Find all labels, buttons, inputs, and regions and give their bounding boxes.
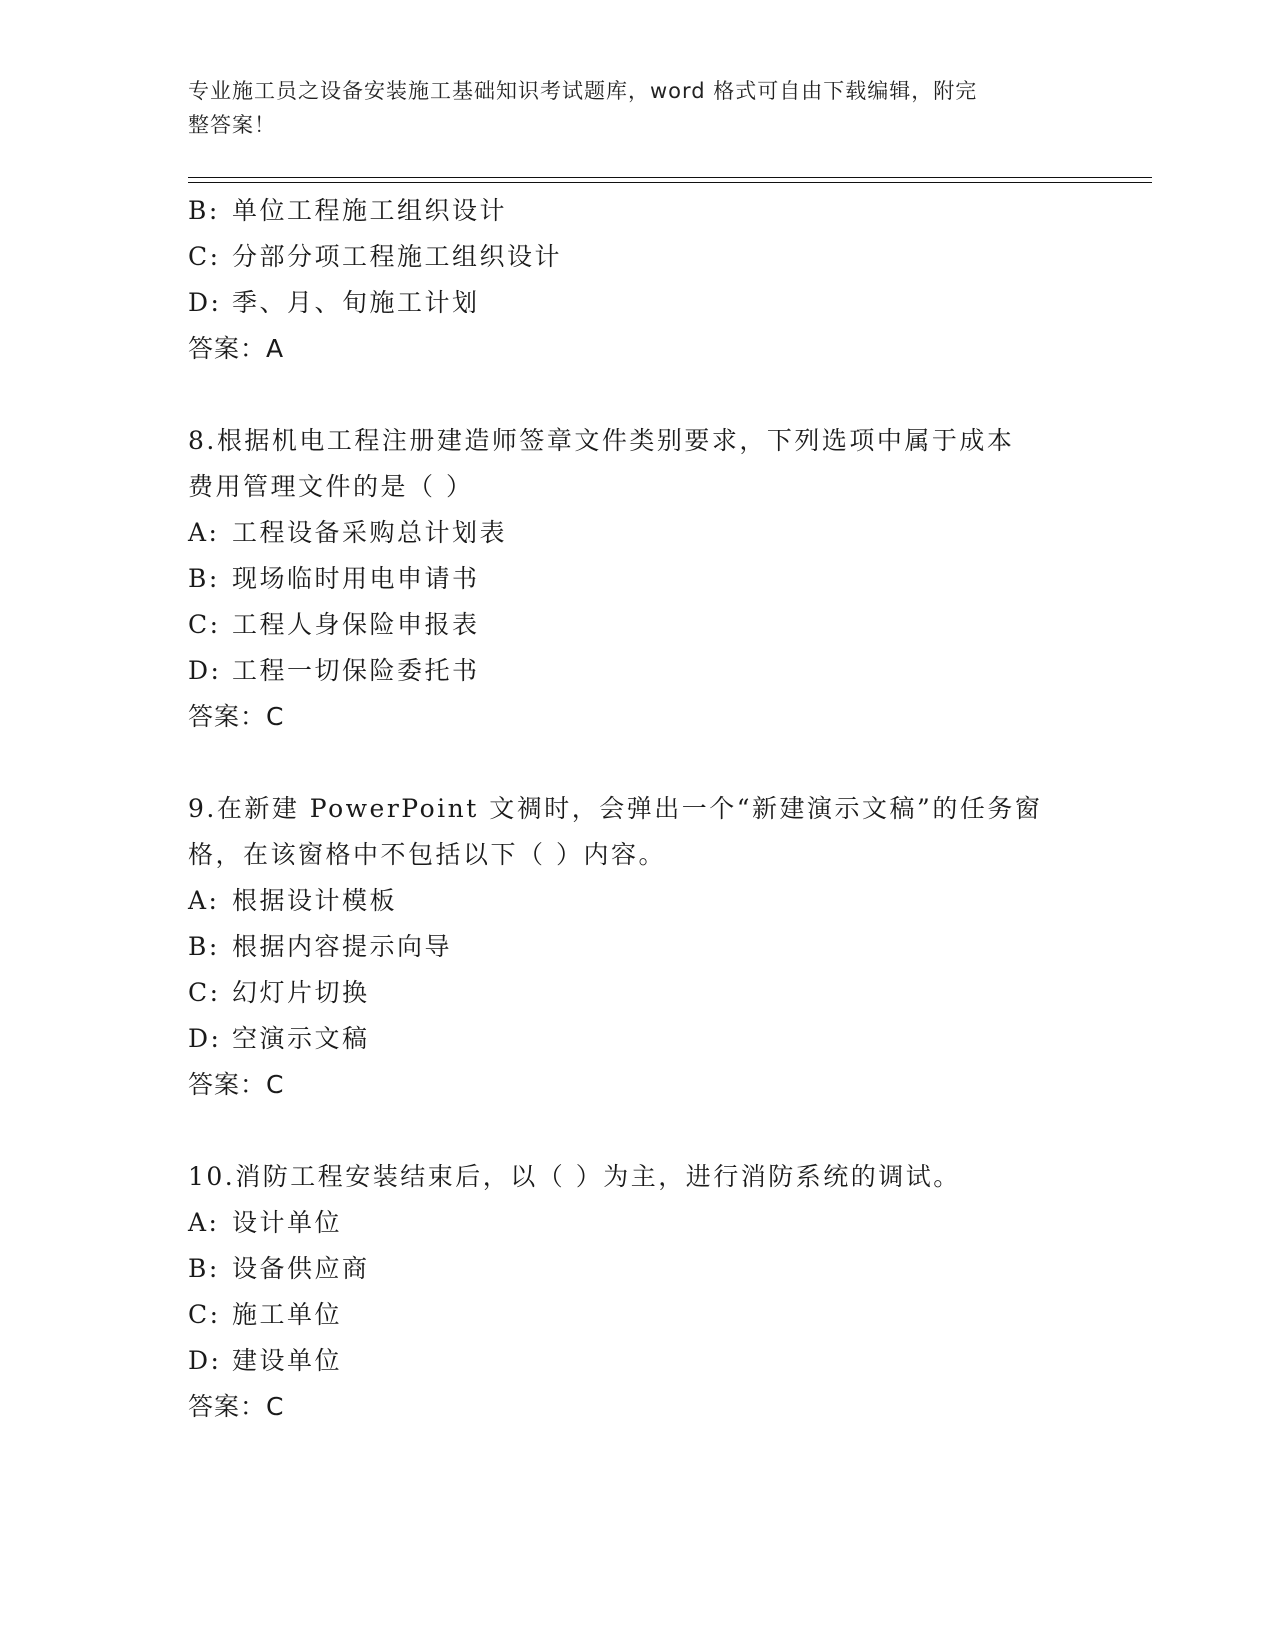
option-a bbox=[188, 1200, 1088, 1246]
question-10 bbox=[188, 1154, 1088, 1430]
question-stem-line-1: 9.在新建 PowerPoint 文禂时，会弹出一个“新建演示文稿”的任务窗 bbox=[188, 794, 1043, 823]
option-key: D: bbox=[188, 288, 222, 317]
option-key: C: bbox=[188, 610, 221, 639]
spacer bbox=[188, 372, 1088, 418]
option-text: 设备供应商 bbox=[232, 1254, 370, 1283]
option-key: C: bbox=[188, 978, 221, 1007]
question-9 bbox=[188, 786, 1088, 1108]
option-key: C: bbox=[188, 242, 221, 271]
header-line-2: 整答案！ bbox=[188, 113, 276, 137]
option-c bbox=[188, 234, 1088, 280]
option-text: 单位工程施工组织设计 bbox=[232, 196, 508, 225]
question-stem-line-2: 费用管理文件的是（ ） bbox=[188, 472, 474, 501]
option-text: 建设单位 bbox=[232, 1346, 343, 1375]
option-text: 工程人身保险申报表 bbox=[232, 610, 480, 639]
option-b bbox=[188, 924, 1088, 970]
option-d bbox=[188, 1016, 1088, 1062]
answer: 答案：C bbox=[188, 1392, 285, 1421]
option-text: 根据设计模板 bbox=[232, 886, 398, 915]
option-key: A: bbox=[188, 1208, 220, 1237]
option-b bbox=[188, 188, 1088, 234]
header-divider-top bbox=[188, 177, 1152, 178]
document-header bbox=[188, 74, 1068, 142]
option-key: D: bbox=[188, 1024, 222, 1053]
spacer bbox=[188, 1108, 1088, 1154]
spacer bbox=[188, 740, 1088, 786]
option-key: B: bbox=[188, 932, 220, 961]
option-a bbox=[188, 878, 1088, 924]
option-d bbox=[188, 280, 1088, 326]
option-key: B: bbox=[188, 564, 220, 593]
option-a bbox=[188, 510, 1088, 556]
option-text: 根据内容提示向导 bbox=[232, 932, 453, 961]
option-text: 设计单位 bbox=[232, 1208, 343, 1237]
question-7-continued bbox=[188, 188, 1088, 372]
option-b bbox=[188, 1246, 1088, 1292]
answer: 答案：C bbox=[188, 702, 285, 731]
option-text: 现场临时用电申请书 bbox=[232, 564, 480, 593]
question-stem-line-1: 8.根据机电工程注册建造师签章文件类别要求，下列选项中属于成本 bbox=[188, 426, 1015, 455]
option-key: A: bbox=[188, 886, 220, 915]
option-c bbox=[188, 970, 1088, 1016]
option-text: 施工单位 bbox=[232, 1300, 343, 1329]
option-d bbox=[188, 648, 1088, 694]
option-text: 工程一切保险委托书 bbox=[232, 656, 480, 685]
option-c bbox=[188, 602, 1088, 648]
option-key: B: bbox=[188, 196, 220, 225]
question-list bbox=[188, 188, 1088, 1430]
option-b bbox=[188, 556, 1088, 602]
option-text: 季、月、旬施工计划 bbox=[232, 288, 480, 317]
header-line-1: 专业施工员之设备安装施工基础知识考试题库，word 格式可自由下载编辑，附完 bbox=[188, 79, 978, 103]
option-d bbox=[188, 1338, 1088, 1384]
option-key: D: bbox=[188, 1346, 222, 1375]
option-key: C: bbox=[188, 1300, 221, 1329]
option-key: D: bbox=[188, 656, 222, 685]
option-key: A: bbox=[188, 518, 220, 547]
question-stem-line-1: 10.消防工程安装结束后，以（ ）为主，进行消防系统的调试。 bbox=[188, 1162, 961, 1191]
option-c bbox=[188, 1292, 1088, 1338]
answer: 答案：C bbox=[188, 1070, 285, 1099]
option-text: 幻灯片切换 bbox=[232, 978, 370, 1007]
option-text: 工程设备采购总计划表 bbox=[232, 518, 508, 547]
header-divider-bottom bbox=[188, 182, 1152, 183]
question-8 bbox=[188, 418, 1088, 740]
answer: 答案：A bbox=[188, 334, 285, 363]
option-text: 分部分项工程施工组织设计 bbox=[232, 242, 563, 271]
option-text: 空演示文稿 bbox=[232, 1024, 370, 1053]
question-stem-line-2: 格，在该窗格中不包括以下（ ）内容。 bbox=[188, 840, 666, 869]
option-key: B: bbox=[188, 1254, 220, 1283]
